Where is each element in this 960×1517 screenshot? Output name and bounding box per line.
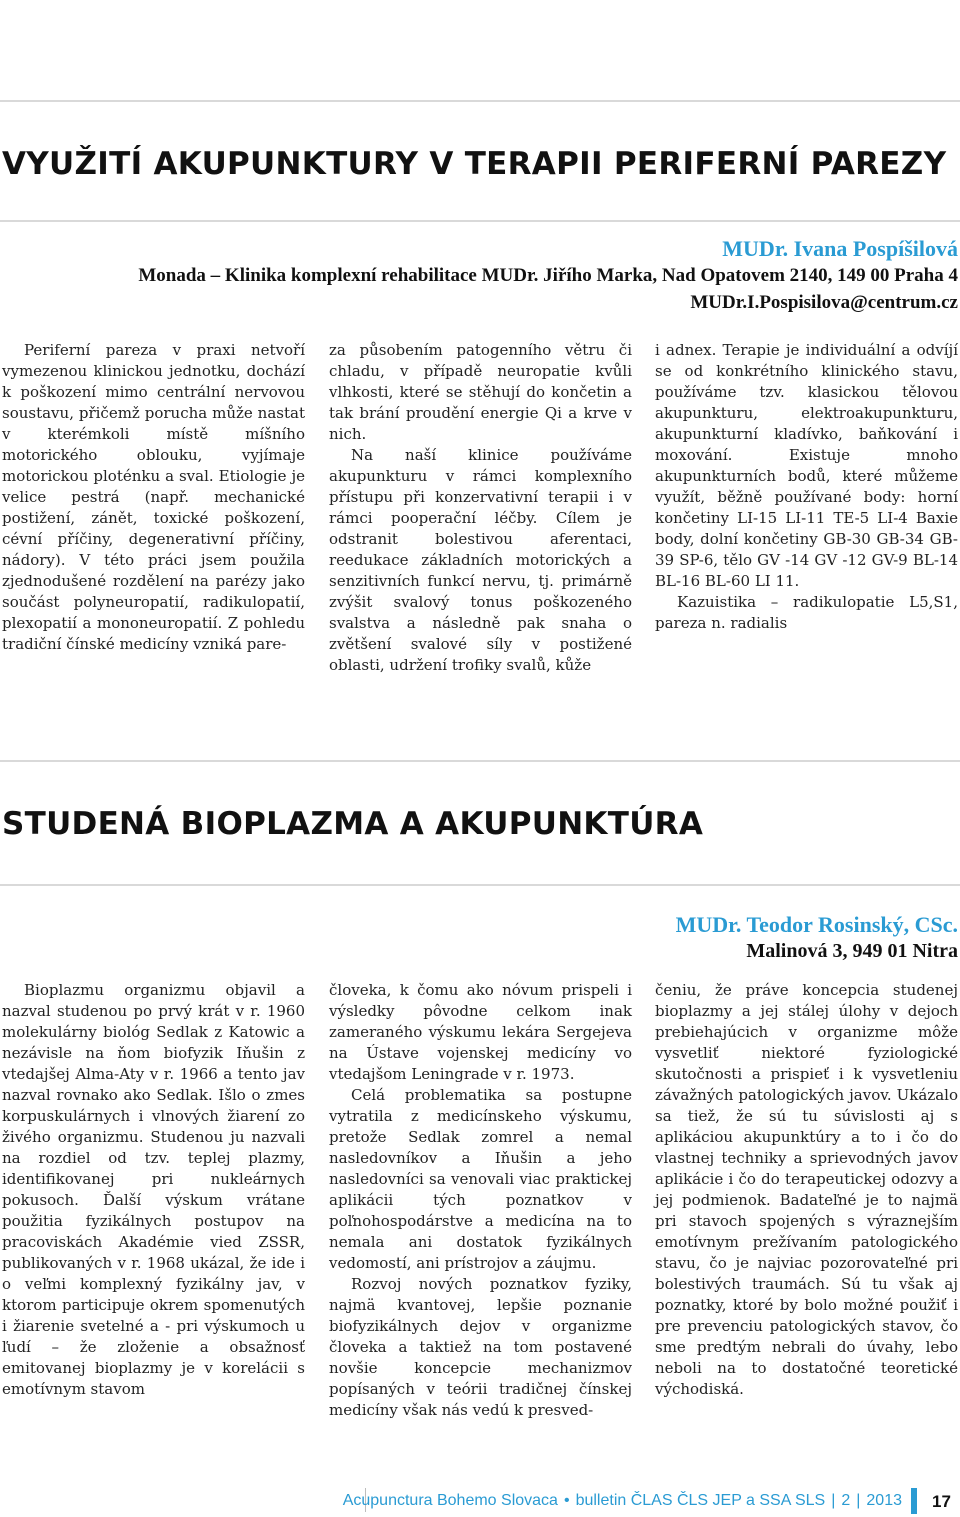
article1-column-2	[329, 340, 632, 676]
footer-accent-bar	[911, 1488, 917, 1514]
article2-paragraph: Bioplazmu organizmu objavil a nazval studenou po prvý krát v r. 1960 molekulárny biológ Sedlak z Katowic a nezávisle na ňom biofyzik Iňušin z vtedajšej Alma-Aty v r. 1966 a tento jav nazval rovnako ako Sedlak. Išlo o zmes korpuskulárnych i vlnových žiarení zo živého organizmu. Studenou ju nazvali na rozdiel od tzv. teplej plazmy, identifikovanej pri nukleárnych pokusoch. Ďalší výskum vrátane použitia fyzikálnych postupov na pracoviskách Akadémie vied ZSSR, publikovaných v r. 1968 ukázal, že ide i o veľmi komplexný fyzikálny jav, v ktorom participuje okrem spomenutých i žiarenie svetelné a - pri výskumoch u ľudí – že zloženie a obsažnosť emitovanej bioplazmy je v korelácii s emotívnym stavom	[2, 981, 305, 1398]
separator-icon: |	[831, 1492, 836, 1509]
footer-journal: Acupunctura Bohemo Slovaca	[342, 1492, 558, 1509]
footer-journal-line	[343, 1492, 902, 1510]
article1-title: VYUŽITÍ AKUPUNKTURY V TERAPII PERIFERNÍ PAREZY	[2, 146, 947, 182]
bullet-icon: •	[563, 1492, 570, 1509]
article1-paragraph: Na naší klinice používáme akupunkturu v rámci komplexního přístupu při konzervativní terapii i v rámci pooperační léčby. Cílem je odstranit bolestivou aferentaci, reedukace základních motorických a senzitivních funkcí nervu, tj. primárně zvýšit svalový tonus poškozeného svalstva a následně pak snaha o zvětšení svalové síly v postižené oblasti, udržení trofiky svalů, kůže	[329, 446, 632, 674]
separator-icon: |	[856, 1492, 861, 1509]
article1-column-1	[2, 340, 305, 655]
article1-paragraph: Kazuistika – radikulopatie L5,S1, pareza n. radialis	[655, 593, 958, 632]
article1-title-rule	[0, 220, 960, 222]
article2-paragraph: čeniu, že práve koncepcia studenej bioplazmy a jej stálej úlohy v dejoch prebiehajúcich v organizme môže vysvetliť niektoré fyziologické skutočnosti a prispieť i k vysvetleniu závažných patologických javov. Ukázalo sa tiež, že sú tu súvislosti aj s aplikáciou akupunktúry a to i čo do vlastnej techniky a sprievodných javov aplikácie i čo do terapeutickej odozvy a jej podmienok. Badateľné je to najmä pri stavoch spojených s výraznejším emotívnym prežívaním patologického stavu, čo je najviac pozorovateľné pri bolestivých traumách. Sú tu však aj poznatky, ktoré by bolo možné použiť i pre prevenciu patologických stavov, čo sme predtým nebrali do úvahy, lebo neboli na to dostatočné teoretické východiská.	[655, 981, 958, 1398]
article1-email: MUDr.I.Pospisilova@centrum.cz	[690, 292, 958, 313]
article1-paragraph: za působením patogenního větru či chladu, v případě neuropatie kvůli vlhkosti, které se stěhují do končetin a tak brání proudění energie Qi a krve v nich.	[329, 341, 632, 443]
article2-column-3	[655, 980, 958, 1400]
article2-paragraph: Rozvoj nových poznatkov fyziky, najmä kvantovej, lepšie poznanie biofyzikálnych dejov v organizme človeka a taktiež na tom postavené novšie koncepcie mechanizmov popísaných v teórii tradičnej čínskej medicíny však nás vedú k presved-	[329, 1275, 632, 1419]
top-rule	[0, 100, 960, 102]
article2-title: STUDENÁ BIOPLAZMA A AKUPUNKTÚRA	[2, 806, 704, 842]
article2-top-rule	[0, 760, 960, 762]
article2-paragraph: človeka, k čomu ako nóvum prispeli i výsledky pôvodne celkom inak zameraného výskumu lekára Sergejeva na Ústave vojenskej medicíny vo vtedajšom Leningrade v r. 1973.	[329, 981, 632, 1083]
article1-author: MUDr. Ivana Pospíšilová	[722, 236, 958, 261]
page-number: 17	[932, 1492, 951, 1511]
article2-paragraph: Celá problematika sa postupne vytratila z medicínskeho výskumu, pretože Sedlak zomrel a nemal nasledovníkov a Iňušin a jeho nasledovníci sa venovali viac praktickej aplikácii tých poznatkov v poľnohospodárstve a medicína na to nemala ani dostatok fyzikálnych vedomostí, ani prístrojov a záujmu.	[329, 1086, 632, 1272]
article1-paragraph: Periferní pareza v praxi netvoří vymezenou klinickou jednotku, dochází k poškození mimo centrální nervovou soustavu, přičemž porucha může nastat v kterémkoli místě míšního motorického oblouku, vyjímaje motorickou ploténku a sval. Etiologie je velice pestrá (např. mechanické postižení, zánět, toxické poškození, cévní příčiny, degenerativní příčiny, nádory). V této práci jsem použila zjednodušené rozdělení na parézy jako součást polyneuropatií, radikulopatií, plexopatií a mononeuropatií. Z pohledu tradiční čínské medicíny vzniká pare-	[2, 341, 305, 653]
article2-address: Malinová 3, 949 01 Nitra	[746, 940, 958, 962]
article2-title-rule	[0, 884, 960, 886]
article1-column-3	[655, 340, 958, 634]
page-footer	[0, 1488, 960, 1514]
article2-column-1	[2, 980, 305, 1400]
article1-affiliation: Monada – Klinika komplexní rehabilitace MUDr. Jiřího Marka, Nad Opatovem 2140, 149 00 Praha 4	[138, 265, 958, 286]
footer-bulletin: bulletin ČLAS ČLS JEP a SSA SLS	[575, 1492, 826, 1509]
article1-paragraph: i adnex. Terapie je individuální a odvíjí se od konkrétního klinického stavu, používáme tzv. klasickou tělovou akupunkturu, elektroakupunkturu, akupunkturní kladívko, baňkování i moxování. Existuje mnoho akupunkturních bodů, které můžeme využít, běžně používané body: horní končetiny LI-15 LI-11 TE-5 LI-4 Baxie body, dolní končetiny GB-30 GB-34 GB-39 SP-6, tělo GV -14 GV -12 GV-9 BL-14 BL-16 BL-60 LI 11.	[655, 341, 958, 590]
footer-issue: 2	[841, 1492, 851, 1509]
article2-author: MUDr. Teodor Rosinský, CSc.	[675, 912, 958, 937]
footer-year: 2013	[866, 1492, 902, 1509]
article2-column-2	[329, 980, 632, 1421]
